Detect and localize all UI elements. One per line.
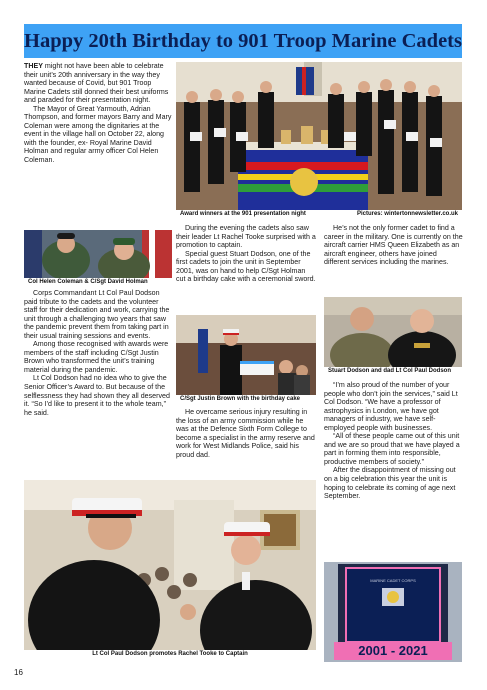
paragraph: He’s not the only former cadet to find a career in the military. One is currently on the aircraft carrier HMS Queen Elizabeth as an aircraft engineer, others have joined different services including the marines. (324, 224, 463, 267)
paragraph-text: might not have been able to celebrate their unit’s 20th anniversary in the way they wanted because of Covid, but 901 Troop Marine Cadets still donned their best uniforms and paraded for their presentation night. (24, 62, 169, 105)
photo-credit: Pictures: wintertonnewsletter.co.uk (356, 211, 458, 217)
article-col3-top (324, 224, 464, 267)
paragraph: Corps Commandant Lt Col Paul Dodson paid tribute to the cadets and the volunteer staff for their dedication and work, carrying the unit through a challenging two years that saw the pandemic prevent them from taking part in their usual training sessions and events. (24, 289, 170, 340)
anniversary-badge (324, 562, 462, 662)
caption-coleman-holman (24, 278, 172, 287)
page-number: 16 (14, 668, 23, 677)
caption-text: Col Helen Coleman & C/Sgt David Holman (28, 279, 148, 285)
badge-years: 2001 - 2021 (358, 643, 428, 658)
caption-award-winners (176, 210, 462, 219)
article-col1-top (24, 62, 172, 165)
caption-promotion (24, 650, 316, 659)
paragraph: After the disappointment of missing out on a big celebration this year the unit is hoping to celebrate its coming of age next September. (324, 466, 456, 501)
paragraph: During the evening the cadets also saw their leader Lt Rachel Tooke surprised with a promotion to captain. (176, 224, 316, 250)
photo-promotion (24, 480, 316, 650)
paragraph: He overcame serious injury resulting in the loss of an army commission while he was at the Defence Sixth Form College to become a specialist in the army reserve and work for West Midlands Police, said his proud dad. (176, 408, 315, 459)
paragraph: Lt Col Dodson had no idea who to give the Senior Officer’s Award to. But because of the selflessness they had shown they all deserved it. “So I’d like to present it to the whole team,” he said. (24, 374, 170, 417)
caption-dodson (324, 367, 462, 376)
badge-unit-text: MARINE CADET CORPS (370, 578, 416, 583)
caption-text: Lt Col Paul Dodson promotes Rachel Tooke to Captain (92, 651, 248, 657)
caption-justin-brown (176, 395, 316, 404)
photo-justin-brown (176, 315, 316, 395)
paragraph: The Mayor of Great Yarmouth, Adrian Thompson, and former mayors Barry and Mary Coleman were among the dignitaries at the event in the village hall on October 22, along with the founder, ex- Royal Marine David Holman and regular army officer Col Helen Coleman. (24, 104, 172, 165)
paragraph: “I’m also proud of the number of your people who don’t join the services,” said Lt Col Dodson. “We have a professor of astrophysics in London, we have got managers of industry, we have self-employed people with businesses. (324, 381, 458, 432)
headline-banner (24, 24, 462, 58)
paragraph: Among those recognised with awards were members of the staff including C/Sgt Justin Brown who transformed the unit’s training material during the pandemic. (24, 340, 169, 374)
caption-text: C/Sgt Justin Brown with the birthday cake (180, 396, 301, 402)
headline: Happy 20th Birthday to 901 Troop Marine Cadets (24, 29, 462, 52)
article-col2-bottom (176, 408, 316, 459)
paragraph (24, 62, 172, 105)
photo-dodson (324, 297, 462, 367)
article-col3-bottom (324, 381, 464, 501)
photo-coleman-holman (24, 230, 172, 278)
photo-award-winners (176, 62, 462, 210)
caption-text: Stuart Dodson and dad Lt Col Paul Dodson (328, 368, 451, 374)
lead-word: THEY (24, 62, 43, 70)
caption-text: Award winners at the 901 presentation night (180, 211, 306, 217)
article-col2-top (176, 224, 316, 284)
article-col1-bottom (24, 289, 172, 417)
paragraph: “All of these people came out of this unit and we are so proud that we have played a part in forming them into responsible, productive members of society.” (324, 432, 460, 466)
paragraph: Special guest Stuart Dodson, one of the first cadets to join the unit in September 2001, was on hand to help C/Sgt Holman cut a birthday cake with a ceremonial sword. (176, 249, 316, 284)
